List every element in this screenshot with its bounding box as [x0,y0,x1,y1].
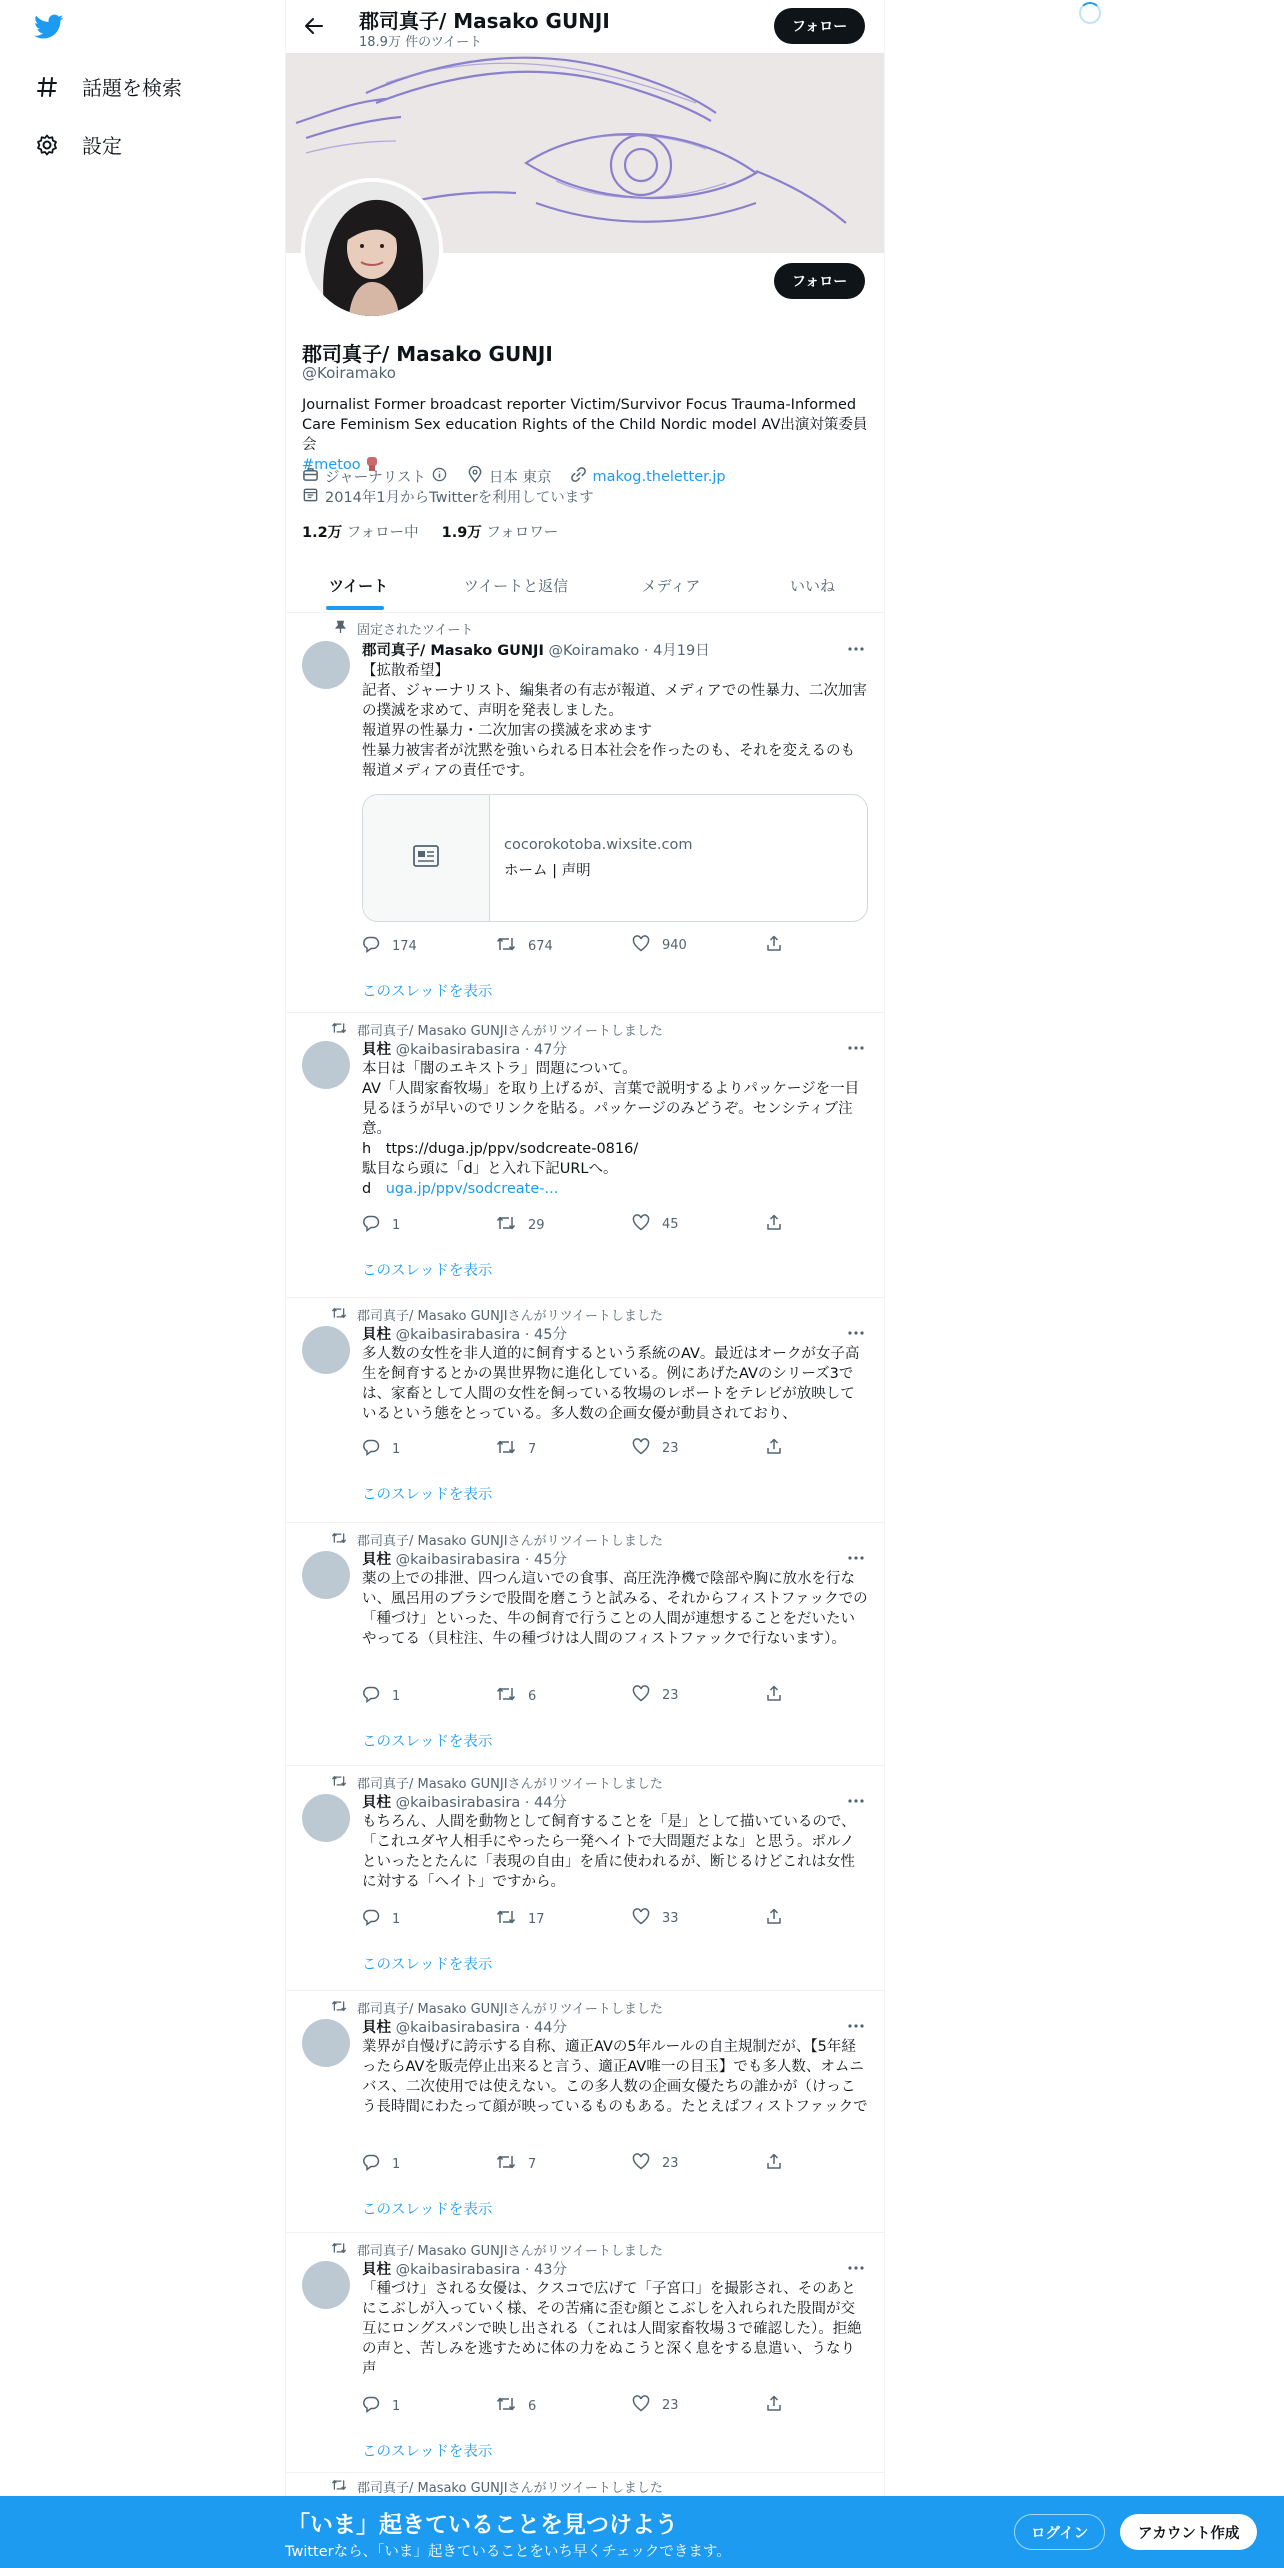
reply-count: 1 [392,1688,401,1704]
reply-icon [362,2153,380,2175]
profile-follow-button[interactable]: フォロー [774,263,865,299]
tweet-avatar[interactable] [302,641,350,689]
more-options-icon[interactable] [846,2258,866,2278]
reply-count: 1 [392,2398,401,2414]
tweet-author-meta[interactable]: @kaibasirabasira · 43分 [395,2262,567,2278]
share-button[interactable] [766,1685,782,1706]
like-count: 23 [662,2156,679,2171]
like-count: 940 [662,938,687,953]
profile-name: 郡司真子/ Masako GUNJI [302,342,553,366]
prompt-title: 「いま」起きていることを見つけよう [287,2512,678,2538]
tweet-avatar[interactable] [302,2019,350,2067]
show-thread-link[interactable]: このスレッドを表示 [362,1957,493,1973]
like-button[interactable] [632,2153,679,2174]
tweet-actions [362,1685,782,1705]
heart-icon [632,1685,650,1706]
more-options-icon[interactable] [846,639,866,659]
retweeted-tweet[interactable] [286,1991,884,2233]
more-options-icon[interactable] [846,1323,866,1343]
bio-text: Journalist Former broadcast reporter Victim/Survivor Focus Trauma-Informed Care Feminism Sex education Rights of the Child Nordic model AV出演対策委員会 [302,397,868,453]
header-follow-button[interactable]: フォロー [774,8,865,44]
article-icon [413,845,439,871]
share-icon [766,1438,782,1459]
tweet-text [362,1569,868,1649]
calendar-icon [302,486,319,507]
reply-button[interactable] [362,935,417,957]
show-thread-link[interactable]: このスレッドを表示 [362,984,493,1000]
like-button[interactable] [632,1438,679,1459]
retweet-small-icon [331,1306,347,1324]
tweet-author-name[interactable]: 貝柱 [362,1795,391,1811]
card-title: ホーム | 声明 [504,863,591,879]
tweet-author-name[interactable]: 貝柱 [362,1327,391,1343]
reply-icon [362,1214,380,1236]
bio-hashtag-link[interactable]: #metoo [302,457,361,473]
tweet-header [362,1323,567,1344]
show-thread-link[interactable]: このスレッドを表示 [362,2444,493,2460]
location-pin-icon [467,466,483,487]
tweet-body: もちろん、人間を動物として飼育することを「是」として描いているので、「これユダヤ人相手にやったら一発ヘイトで大問題だよな」と思う。ポルノといったとたんに「表現の自由」を盾に使われるが、断じるけどこれは女性に対する「ヘイト」ですから。 [362,1814,856,1890]
retweet-small-icon [331,2478,347,2496]
card-thumbnail [363,795,490,921]
reply-count: 1 [392,2156,401,2172]
pin-icon [334,620,347,638]
reply-icon [362,1685,380,1707]
retweet-button[interactable] [496,1214,545,1236]
loading-spinner-icon [1079,2,1101,24]
share-icon [766,1685,782,1706]
share-button[interactable] [766,935,782,956]
reply-icon [362,1908,380,1930]
retweet-count: 7 [528,1441,537,1457]
retweet-label-row [331,1305,663,1324]
tweet-text: 【拡散希望】 記者、ジャーナリスト、編集者の有志が報道、メディアでの性暴力、二次加害の撲滅を求めて、声明を発表しました。 報道界の性暴力・二次加害の撲滅を求めます 性暴力被害者が沈黙を強いられる日本社会を作ったのも、それを変えるのも報道メディアの責任です。 [362,663,867,779]
following-count: 1.2万 [302,525,343,541]
following-label: フォロー中 [346,525,419,541]
reply-icon [362,2395,380,2417]
retweet-label-row [331,1020,663,1039]
retweet-button[interactable] [496,935,553,957]
show-thread-link[interactable]: このスレッドを表示 [362,1487,493,1503]
like-button[interactable] [632,2395,679,2416]
share-button[interactable] [766,1438,782,1459]
retweet-icon [496,2395,516,2417]
retweet-label: 郡司真子/ Masako GUNJIさんがリツイートしました [357,1777,663,1792]
pinned-label-row [334,619,473,638]
tab-tweets-and-replies[interactable]: ツイートと返信 [463,577,569,595]
retweeted-tweet[interactable] [286,1013,884,1298]
tweet-author-meta[interactable]: @Koiramako · 4月19日 [548,643,710,659]
retweet-button[interactable] [496,2395,536,2417]
like-count: 23 [662,2398,679,2413]
retweet-count: 17 [528,1911,545,1927]
retweet-label: 郡司真子/ Masako GUNJIさんがリツイートしました [357,2002,663,2017]
like-button[interactable] [632,935,687,956]
tweet-header [362,639,710,660]
pinned-label: 固定されたツイート [357,623,474,638]
tweet-body: 薬の上での排泄、四つん這いでの食事、高圧洗浄機で陰部や胸に放水を行ない、風呂用のブラシで股間を磨こうと試みる、それからフィストファックでの「種づけ」といった、牛の飼育で行うことの人間が連想することをだいたいやってる（貝柱注、牛の種づけは人間のフィストファックで行ないます）。 [362,1571,868,1647]
share-icon [766,2153,782,2174]
tweet-author-meta[interactable]: @kaibasirabasira · 44分 [395,2020,567,2036]
profile-website-link[interactable]: makog.theletter.jp [592,468,726,485]
active-tab-indicator [326,606,384,610]
tweet-avatar[interactable] [302,1794,350,1842]
tweet-body: 「種づけ」される女優は、クスコで広げて「子宮口」を撮影され、そのあとにこぶしが入っていく様、その苦痛に歪む顔とこぶしを入れられた股間が交互にロングスパンで映し出される（これは人間家畜牧場３で確認した）。拒絶の声と、苦しみを逃すために体の力をぬこうと深く息をする息遣い、うなり声 [362,2281,862,2377]
retweet-label-row [331,1530,663,1549]
more-options-icon[interactable] [846,1791,866,1811]
tweet-actions [362,1214,782,1234]
info-icon[interactable] [432,467,447,486]
retweeted-tweet[interactable] [286,1523,884,1766]
nav-settings[interactable] [34,130,122,159]
retweet-label-row [331,2240,663,2259]
tweet-author-meta[interactable]: @kaibasirabasira · 47分 [395,1042,567,1058]
more-options-icon[interactable] [846,1038,866,1058]
tweet-actions [362,935,782,955]
show-thread-link[interactable]: このスレッドを表示 [362,1263,493,1279]
retweet-icon [496,1438,516,1460]
like-button[interactable] [632,1214,679,1235]
profile-meta-row [302,466,726,487]
retweet-label: 郡司真子/ Masako GUNJIさんがリツイートしました [357,1534,663,1549]
signup-button[interactable]: アカウント作成 [1120,2514,1257,2550]
tweet-avatar[interactable] [302,2261,350,2309]
tweet-header [362,1791,567,1812]
hashtag-icon [34,74,60,100]
reply-button[interactable] [362,1685,400,1707]
retweet-count: 29 [528,1217,545,1233]
followers-count: 1.9万 [441,525,482,541]
retweet-small-icon [331,1021,347,1039]
heart-icon [632,1438,650,1459]
tweet-author-name[interactable]: 貝柱 [362,1042,391,1058]
heart-icon [632,2395,650,2416]
like-count: 33 [662,1911,679,1926]
reply-icon [362,1438,380,1460]
retweet-button[interactable] [496,2153,536,2175]
tweet-avatar[interactable] [302,1551,350,1599]
reply-count: 174 [392,938,417,954]
link-card[interactable] [362,794,868,922]
share-icon [766,2395,782,2416]
share-icon [766,935,782,956]
tab-media[interactable]: メディア [641,577,701,595]
profile-follow-counts [302,521,558,542]
nav-settings-label: 設定 [82,134,122,158]
retweet-label-row [331,1998,663,2017]
retweet-count: 7 [528,2156,537,2172]
retweet-label: 郡司真子/ Masako GUNJIさんがリツイートしました [357,1309,663,1324]
tweet-author-name[interactable]: 貝柱 [362,1552,391,1568]
tweet-text [362,1059,868,1199]
share-button[interactable] [766,2395,782,2416]
pinned-tweet[interactable] [286,613,884,1013]
retweet-button[interactable] [496,1908,545,1930]
reply-icon [362,935,380,957]
briefcase-icon [302,466,319,487]
reply-count: 1 [392,1441,401,1457]
profile-handle: @Koiramako [302,364,396,382]
tweet-body: 多人数の女性を非人道的に飼育するという系統のAV。最近はオークが女子高生を飼育するとかの異世界物に進化している。例にあげたAVのシリーズ3では、家畜として人間の女性を飼っている牧場のレポートをテレビが放映しているという態をとっている。多人数の企画女優が動員されており、 [362,1346,860,1422]
tweet-text [362,2037,868,2117]
tweet-header [362,1038,567,1059]
profile-header-bar [286,0,884,53]
retweet-icon [496,1214,516,1236]
tweet-actions [362,1908,782,1928]
like-count: 23 [662,1441,679,1456]
profile-avatar[interactable] [301,178,443,320]
tweet-actions [362,2153,782,2173]
like-button[interactable] [632,1908,679,1929]
more-options-icon[interactable] [846,2016,866,2036]
share-icon [766,1214,782,1235]
reply-count: 1 [392,1911,401,1927]
nav-explore-label: 話題を検索 [82,76,182,100]
retweet-small-icon [331,1999,347,2017]
tweet-actions [362,2395,782,2415]
tab-tweets[interactable]: ツイート [328,577,389,595]
tweet-body: 本日は「闇のエキストラ」問題について。 AV「人間家畜牧場」を取り上げるが、言葉で説明するよりパッケージを一目見るほうが早いのでリンクを貼る。パッケージのみどうぞ。センシティブ注意。 h ttps://duga.jp/ppv/sodcreate-0816/ 駄目なら頭に「d」と入れ下記URLへ。 d [362,1061,860,1197]
followers-link[interactable] [442,525,559,541]
like-button[interactable] [632,1685,679,1706]
share-button[interactable] [766,1214,782,1235]
reply-button[interactable] [362,2395,400,2417]
tweet-author-name[interactable]: 郡司真子/ Masako GUNJI [362,643,544,659]
login-button[interactable]: ログイン [1014,2514,1105,2550]
reply-button[interactable] [362,2153,400,2175]
tweet-author-name[interactable]: 貝柱 [362,2020,391,2036]
header-tweet-count: 18.9万 件のツイート [359,35,483,50]
header-title: 郡司真子/ Masako GUNJI [359,9,610,33]
tweet-body: 業界が自慢げに誇示する自称、適正AVの5年ルールの自主規制だが、【5年経ったらAVを販売停止出来ると言う、適正AV唯一の目玉】でも多人数、オムニバス、二次使用では使えない。この多人数の企画女優たちの誰かが（けっこう長時間にわたって顔が映っているものもある。たとえばフィストファックで [362,2039,868,2115]
retweet-icon [496,935,516,957]
gear-icon [34,132,60,158]
tweet-author-meta[interactable]: @kaibasirabasira · 45分 [395,1327,567,1343]
reply-button[interactable] [362,1214,400,1236]
prompt-subtitle: Twitterなら、「いま」起きていることをいち早くチェックできます。 [285,2544,731,2560]
retweet-label: 郡司真子/ Masako GUNJIさんがリツイートしました [357,1024,663,1039]
heart-icon [632,2153,650,2174]
profile-joined-date: 2014年1月からTwitterを利用しています [325,490,594,506]
retweet-label: 郡司真子/ Masako GUNJIさんがリツイートしました [357,2244,663,2259]
heart-icon [632,935,650,956]
tweet-avatar[interactable] [302,1326,350,1374]
retweet-label-row [331,2477,663,2496]
tweet-text [362,1344,868,1424]
show-thread-link[interactable]: このスレッドを表示 [362,1734,493,1750]
nav-explore[interactable] [34,72,182,101]
tweet-actions [362,1438,782,1458]
retweet-icon [496,1908,516,1930]
following-link[interactable] [302,525,419,541]
share-button[interactable] [766,2153,782,2174]
show-thread-link[interactable]: このスレッドを表示 [362,2202,493,2218]
profile-location: 日本 東京 [488,470,552,486]
retweeted-tweet[interactable] [286,1298,884,1523]
profile-joined-row [302,486,594,507]
tweet-author-meta[interactable]: @kaibasirabasira · 45分 [395,1552,567,1568]
twitter-logo-icon[interactable] [34,14,64,40]
followers-label: フォロワー [486,525,559,541]
tweet-header [362,1548,567,1569]
heart-icon [632,1908,650,1929]
tweet-author-name[interactable]: 貝柱 [362,2262,391,2278]
retweet-icon [496,1685,516,1707]
retweet-count: 6 [528,2398,537,2414]
retweet-small-icon [331,1531,347,1549]
retweet-count: 6 [528,1688,537,1704]
retweet-small-icon [331,2241,347,2259]
like-count: 45 [662,1217,679,1232]
tweet-link[interactable]: uga.jp/ppv/sodcreate-... [385,1181,559,1197]
retweet-button[interactable] [496,1438,536,1460]
profile-bio [302,395,868,475]
retweeted-tweet[interactable] [286,1766,884,1991]
reply-button[interactable] [362,1438,400,1460]
retweet-count: 674 [528,938,553,954]
reply-count: 1 [392,1217,401,1233]
back-arrow-icon[interactable] [302,14,326,38]
tab-likes[interactable]: いいね [789,577,835,595]
tweet-text [362,2279,868,2379]
share-button[interactable] [766,1908,782,1929]
tweet-header [362,2016,567,2037]
tweet-header [362,2258,567,2279]
retweet-icon [496,2153,516,2175]
tweet-avatar[interactable] [302,1041,350,1089]
heart-icon [632,1214,650,1235]
retweet-small-icon [331,1774,347,1792]
signup-prompt-bar [0,2496,1284,2568]
profile-occupation: ジャーナリスト [325,470,426,486]
more-options-icon[interactable] [846,1548,866,1568]
tweet-author-meta[interactable]: @kaibasirabasira · 44分 [395,1795,567,1811]
link-icon [570,466,587,487]
profile-column [285,0,885,2568]
reply-button[interactable] [362,1908,400,1930]
tweet-text [362,1812,868,1892]
card-domain: cocorokotoba.wixsite.com [504,837,693,853]
retweeted-tweet[interactable] [286,2233,884,2473]
like-count: 23 [662,1688,679,1703]
retweet-button[interactable] [496,1685,536,1707]
retweet-label: 郡司真子/ Masako GUNJIさんがリツイートしました [357,2481,663,2496]
share-icon [766,1908,782,1929]
retweet-label-row [331,1773,663,1792]
